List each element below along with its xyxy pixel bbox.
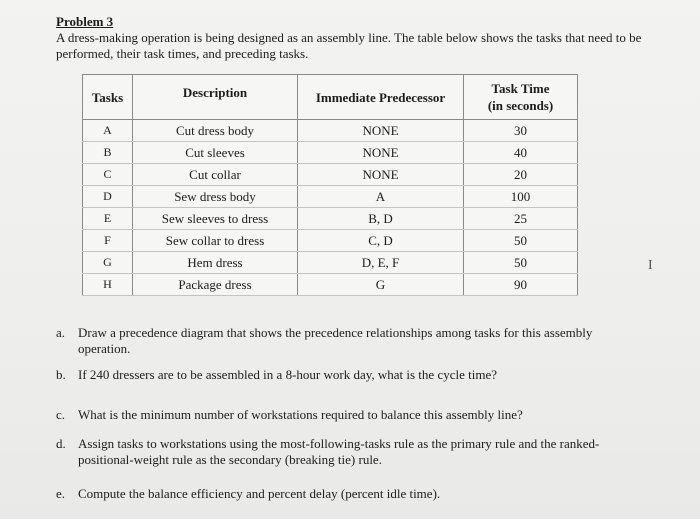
question-letter: b. (56, 367, 66, 382)
question-text: Assign tasks to workstations using the most-following-tasks rule as the primary rule and the ranked-positional-weight rule as the secondary (breaking tie) rule. (78, 436, 600, 467)
predecessor-cell: NONE (298, 142, 464, 164)
description-cell: Cut sleeves (133, 142, 298, 164)
time-cell: 30 (464, 120, 578, 142)
question-text: Compute the balance efficiency and percent delay (percent idle time). (78, 486, 441, 501)
description-cell: Hem dress (133, 252, 298, 274)
task-table (82, 74, 578, 296)
predecessor-cell: A (298, 186, 464, 208)
predecessor-cell: G (298, 274, 464, 296)
table-row (83, 230, 578, 252)
table-row (83, 208, 578, 230)
question-letter: e. (56, 486, 66, 501)
header-predecessor: Immediate Predecessor (298, 75, 464, 120)
time-cell: 50 (464, 252, 578, 274)
table-row (83, 164, 578, 186)
predecessor-cell: NONE (298, 164, 464, 186)
predecessor-cell: B, D (298, 208, 464, 230)
time-cell: 40 (464, 142, 578, 164)
question-letter: d. (56, 436, 66, 451)
header-task-time (464, 75, 578, 120)
time-cell: 50 (464, 230, 578, 252)
description-cell: Sew dress body (133, 186, 298, 208)
task-cell: H (83, 274, 133, 296)
description-cell: Sew collar to dress (133, 230, 298, 252)
predecessor-cell: NONE (298, 120, 464, 142)
question-letter: c. (56, 407, 66, 422)
table-row (83, 142, 578, 164)
predecessor-cell: C, D (298, 230, 464, 252)
time-cell: 20 (464, 164, 578, 186)
description-cell: Package dress (133, 274, 298, 296)
time-cell: 90 (464, 274, 578, 296)
task-cell: E (83, 208, 133, 230)
time-cell: 25 (464, 208, 578, 230)
text-cursor-icon: I (648, 258, 653, 273)
problem-intro: A dress-making operation is being designed as an assembly line. The table below shows the tasks that need to be performed, their task times, and preceding tasks. (56, 30, 642, 61)
table-row (83, 274, 578, 296)
question-text: What is the minimum number of workstations required to balance this assembly line? (78, 407, 523, 422)
task-cell: B (83, 142, 133, 164)
table-row (83, 120, 578, 142)
task-cell: A (83, 120, 133, 142)
description-cell: Cut collar (133, 164, 298, 186)
header-task-time-label: Task Time (491, 81, 550, 96)
description-cell: Sew sleeves to dress (133, 208, 298, 230)
question-text: If 240 dressers are to be assembled in a 8-hour work day, what is the cycle time? (78, 367, 497, 382)
task-cell: C (83, 164, 133, 186)
header-task-time-unit: (in seconds) (487, 98, 554, 113)
task-cell: G (83, 252, 133, 274)
task-cell: D (83, 186, 133, 208)
table-row (83, 186, 578, 208)
header-tasks: Tasks (83, 75, 133, 120)
description-cell: Cut dress body (133, 120, 298, 142)
problem-title: Problem 3 (56, 14, 114, 29)
table-row (83, 252, 578, 274)
table-header-row (83, 75, 578, 120)
question-text: Draw a precedence diagram that shows the precedence relationships among tasks for this assembly operation. (78, 325, 593, 356)
task-cell: F (83, 230, 133, 252)
question-letter: a. (56, 325, 66, 340)
time-cell: 100 (464, 186, 578, 208)
predecessor-cell: D, E, F (298, 252, 464, 274)
header-description: Description (133, 75, 298, 120)
